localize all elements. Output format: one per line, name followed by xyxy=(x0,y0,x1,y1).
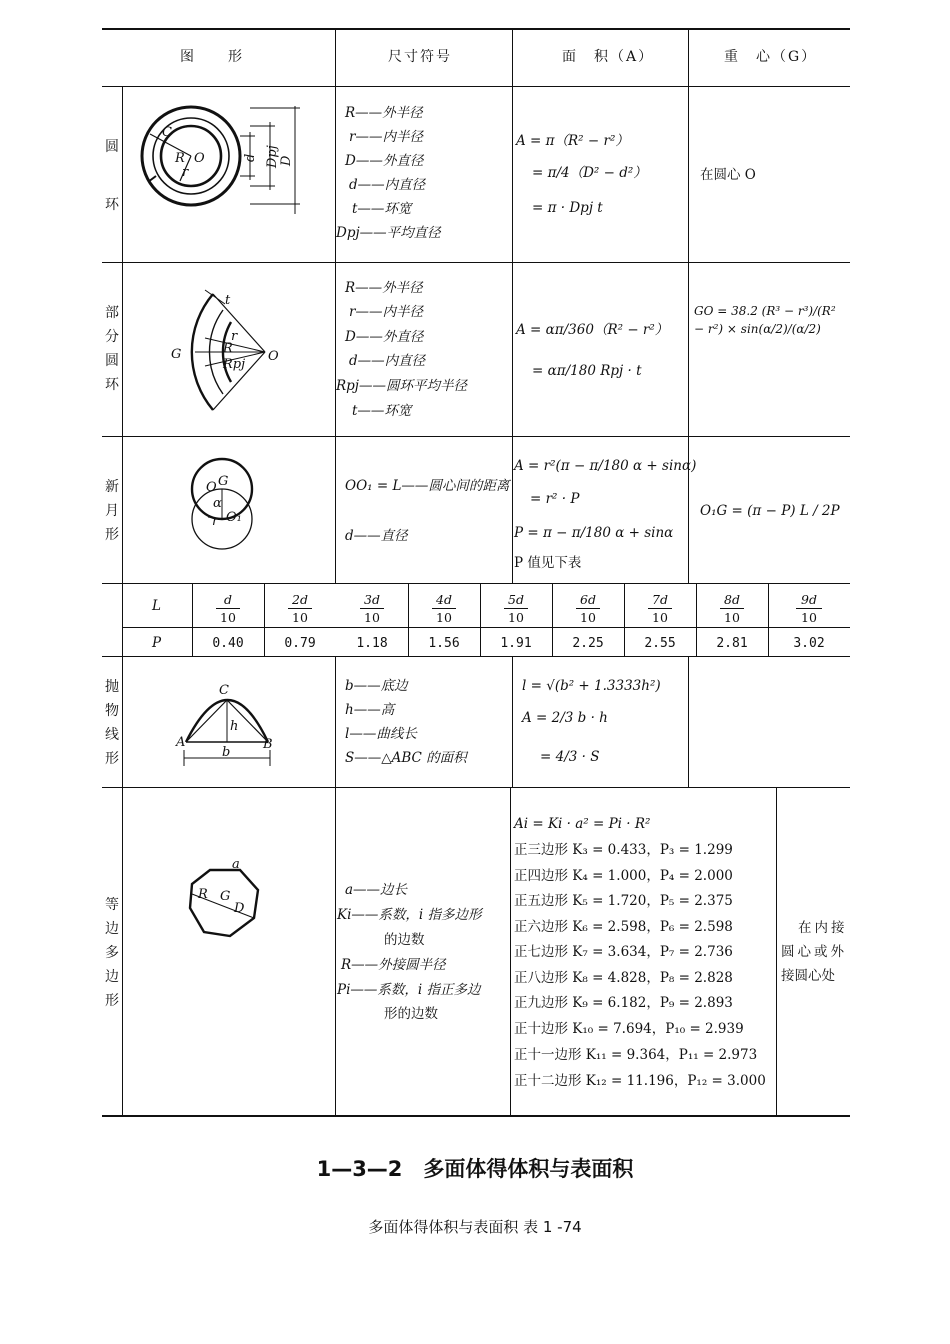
polygon-coeff-row: 正十边形 K₁₀ = 7.694，P₁₀ = 2.939 xyxy=(514,1021,744,1037)
svg-text:a: a xyxy=(232,857,240,872)
polygon-coeff-row: 正六边形 K₆ = 2.598，P₆ = 2.598 xyxy=(514,919,733,935)
area-formula: = π · Dpj t xyxy=(532,200,603,216)
row-rule xyxy=(122,627,850,628)
dim-line: OO₁ = L——圆心间的距离 xyxy=(345,478,510,494)
area-formula: l = √(b² + 1.3333h²) xyxy=(522,678,661,694)
centroid-text: 接圆心处 xyxy=(781,968,835,984)
polygon-coeff-row: 正三边形 K₃ = 0.433，P₃ = 1.299 xyxy=(514,842,733,858)
dim-line: d——内直径 xyxy=(349,177,426,193)
dim-line: r——内半径 xyxy=(349,304,423,320)
dim-line: R——外接圆半径 xyxy=(341,957,446,973)
svg-text:D: D xyxy=(234,901,245,916)
centroid-text: 圆心或外 xyxy=(781,944,847,960)
area-formula: = 4/3 · S xyxy=(540,749,600,765)
svg-text:G: G xyxy=(171,347,182,362)
area-formula: P = π − π/180 α + sinα xyxy=(514,525,674,541)
svg-text:O₁: O₁ xyxy=(226,510,242,525)
category-char: 月 xyxy=(105,503,119,519)
centroid-formula: GO = 38.2 (R³ − r³)/(R² − r²) × sin(α/2)/(α/2) xyxy=(694,304,836,336)
lp-P-value: 2.81 xyxy=(716,636,748,651)
category-char: 环 xyxy=(105,197,119,213)
svg-text:r: r xyxy=(182,165,189,180)
svg-text:α: α xyxy=(213,496,222,511)
polygon-coeff-row: 正四边形 K₄ = 1.000，P₄ = 2.000 xyxy=(514,868,733,884)
svg-text:Rpj: Rpj xyxy=(223,357,246,372)
section-title: 1—3—2 多面体得体积与表面积 xyxy=(316,1157,634,1181)
svg-text:R: R xyxy=(223,341,233,356)
svg-text:A: A xyxy=(176,735,186,750)
crescent-diagram xyxy=(180,455,280,560)
col-rule xyxy=(688,28,689,583)
lp-L-value: $\frac{7d}{10}$ xyxy=(624,592,696,625)
svg-text:D: D xyxy=(279,155,294,166)
col-rule xyxy=(335,28,336,583)
centroid-text: 在圆心 O xyxy=(700,167,756,183)
col-rule xyxy=(335,656,336,1116)
area-formula: A = r²(π − π/180 α + sinα) xyxy=(514,458,697,474)
header-area: 面 积（A） xyxy=(562,49,655,65)
category-char: 部 xyxy=(105,305,119,321)
row-rule xyxy=(102,656,850,657)
annulus-diagram xyxy=(130,96,330,256)
area-formula: A = 2/3 b · h xyxy=(522,710,608,726)
category-char: 形 xyxy=(105,993,119,1009)
svg-text:d: d xyxy=(243,153,258,162)
area-formula: A = π（R² − r²） xyxy=(516,133,629,149)
category-char: 多 xyxy=(105,945,119,961)
parabola-diagram xyxy=(172,678,282,773)
polygon-coeff-row: 正十一边形 K₁₁ = 9.364，P₁₁ = 2.973 xyxy=(514,1047,758,1063)
category-char: 形 xyxy=(105,527,119,543)
area-note: P 值见下表 xyxy=(514,555,582,571)
svg-text:Dpj: Dpj xyxy=(265,145,280,168)
dim-line: a——边长 xyxy=(345,882,408,898)
polygon-coeff-row: 正五边形 K₅ = 1.720，P₅ = 2.375 xyxy=(514,893,733,909)
category-char: 边 xyxy=(105,969,119,985)
table-bottom-rule xyxy=(102,1115,850,1117)
svg-text:R: R xyxy=(198,887,208,902)
lp-P-value: 1.91 xyxy=(500,636,532,651)
dim-line: D——外直径 xyxy=(345,153,424,169)
lp-L-value: $\frac{4d}{10}$ xyxy=(408,592,480,625)
dim-line: R——外半径 xyxy=(345,280,423,296)
svg-text:O: O xyxy=(206,480,217,495)
lp-P-value: 0.40 xyxy=(212,636,244,651)
lp-P-value: 2.25 xyxy=(572,636,604,651)
dim-line: d——内直径 xyxy=(349,353,426,369)
dim-line: 的边数 xyxy=(384,932,425,948)
polygon-coeff-row: 正九边形 K₉ = 6.182，P₉ = 2.893 xyxy=(514,995,733,1011)
lp-L-value: $\frac{5d}{10}$ xyxy=(480,592,552,625)
svg-text:G: G xyxy=(220,889,231,904)
row-rule xyxy=(102,262,850,263)
col-rule xyxy=(512,28,513,583)
dim-line: Dpj——平均直径 xyxy=(336,225,441,241)
lp-row-label-P: P xyxy=(152,635,162,651)
col-rule xyxy=(512,656,513,787)
dim-line: Pi——系数，i 指正多边 xyxy=(337,982,481,998)
svg-text:C: C xyxy=(219,683,229,698)
svg-text:G: G xyxy=(218,474,229,489)
svg-text:O: O xyxy=(194,151,205,166)
col-rule xyxy=(122,86,123,1116)
lp-L-value: $\frac{6d}{10}$ xyxy=(552,592,624,625)
centroid-formula: O₁G = (π − P) L / 2P xyxy=(700,503,840,519)
category-char: 圆 xyxy=(105,139,119,155)
dim-line: D——外直径 xyxy=(345,329,424,345)
svg-text:r: r xyxy=(212,514,219,529)
lp-L-value: $\frac{9d}{10}$ xyxy=(768,592,850,625)
svg-text:t: t xyxy=(225,293,231,308)
polygon-coeff-row: 正十二边形 K₁₂ = 11.196，P₁₂ = 3.000 xyxy=(514,1073,766,1089)
lp-P-value: 2.55 xyxy=(644,636,676,651)
header-centroid: 重 心（G） xyxy=(724,49,818,65)
lp-row-label-L: L xyxy=(152,598,161,614)
area-formula: = π/4（D² − d²） xyxy=(532,165,647,181)
category-char: 圆 xyxy=(105,353,119,369)
dim-line: Ki——系数，i 指多边形 xyxy=(337,907,482,923)
category-char: 分 xyxy=(105,329,119,345)
dim-line: t——环宽 xyxy=(352,403,412,419)
dim-line: d——直径 xyxy=(345,528,408,544)
table-top-rule xyxy=(102,28,850,30)
svg-text:R: R xyxy=(175,151,185,166)
lp-P-value: 1.56 xyxy=(428,636,460,651)
dim-line: Rpj——圆环平均半径 xyxy=(336,378,467,394)
lp-P-value: 1.18 xyxy=(356,636,388,651)
dim-line: h——高 xyxy=(345,702,395,718)
dim-line: l——曲线长 xyxy=(345,726,417,742)
lp-L-value: $\frac{8d}{10}$ xyxy=(696,592,768,625)
category-char: 等 xyxy=(105,897,119,913)
dim-line: b——底边 xyxy=(345,678,408,694)
svg-text:b: b xyxy=(222,745,231,760)
header-dims: 尺寸符号 xyxy=(388,49,452,65)
polygon-coeff-row: 正八边形 K₈ = 4.828，P₈ = 2.828 xyxy=(514,970,733,986)
lp-P-value: 0.79 xyxy=(284,636,316,651)
partial-annulus-diagram xyxy=(165,282,295,432)
col-rule xyxy=(688,656,689,787)
lp-L-value: $\frac{d}{10}$ xyxy=(192,592,264,625)
category-char: 抛 xyxy=(105,679,119,695)
category-char: 环 xyxy=(105,377,119,393)
row-rule xyxy=(102,436,850,437)
row-rule xyxy=(102,787,850,788)
dim-line: R——外半径 xyxy=(345,105,423,121)
category-char: 新 xyxy=(105,479,119,495)
lp-L-value: $\frac{2d}{10}$ xyxy=(264,592,336,625)
area-formula: = απ/180 Rpj · t xyxy=(532,363,642,379)
col-rule xyxy=(510,787,511,1116)
polygon-coeff-row: 正七边形 K₇ = 3.634，P₇ = 2.736 xyxy=(514,944,733,960)
dim-line: t——环宽 xyxy=(352,201,412,217)
dim-line: S——△ABC 的面积 xyxy=(345,750,467,766)
lp-L-value: $\frac{3d}{10}$ xyxy=(336,592,408,625)
header-figure: 图 形 xyxy=(180,49,244,65)
lp-P-value: 3.02 xyxy=(793,636,825,651)
table-caption: 多面体得体积与表面积 表 1 -74 xyxy=(368,1218,582,1236)
header-bottom-rule xyxy=(102,86,850,87)
row-rule xyxy=(102,583,850,584)
svg-text:r: r xyxy=(231,329,238,344)
centroid-text: 在内接 xyxy=(798,920,848,936)
col-rule xyxy=(776,787,777,1116)
area-formula: = r² · P xyxy=(530,491,580,507)
category-char: 边 xyxy=(105,921,119,937)
dim-line: 形的边数 xyxy=(384,1006,438,1022)
category-char: 线 xyxy=(105,727,119,743)
svg-text:O: O xyxy=(268,349,279,364)
dim-line: r——内半径 xyxy=(349,129,423,145)
area-formula: A = απ/360（R² − r²） xyxy=(516,322,669,338)
svg-text:C: C xyxy=(162,125,172,140)
svg-text:B: B xyxy=(263,737,273,752)
category-char: 物 xyxy=(105,703,119,719)
area-formula: Ai = Ki · a² = Pi · R² xyxy=(514,816,651,832)
polygon-diagram xyxy=(180,856,270,946)
svg-text:h: h xyxy=(230,719,239,734)
category-char: 形 xyxy=(105,751,119,767)
